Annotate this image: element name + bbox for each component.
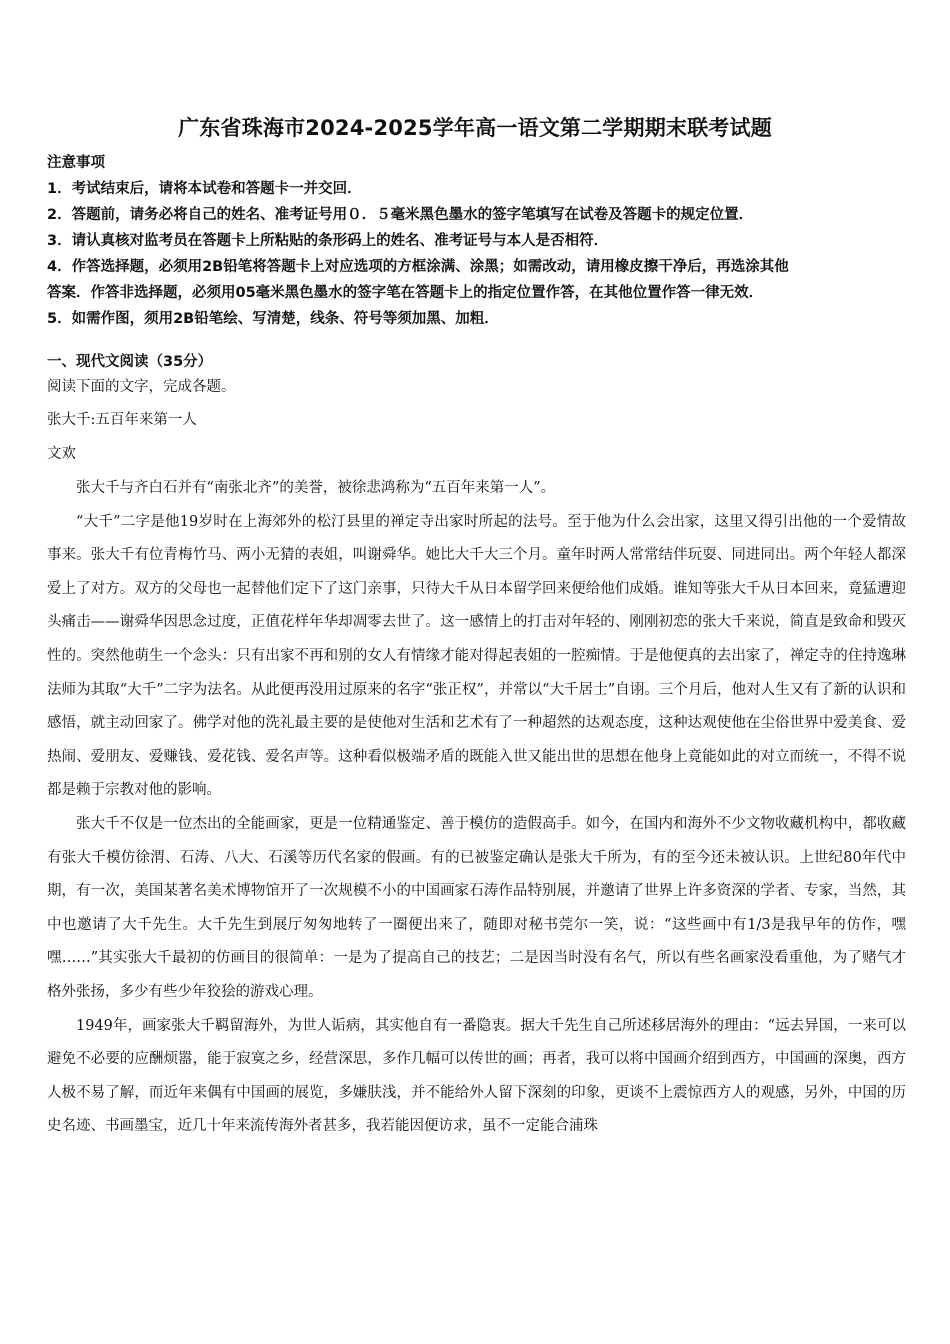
article-paragraph: 1949年，画家张大千羁留海外，为世人诟病，其实他自有一番隐衷。据大千先生自己所述移居海外的理由：“远去异国，一来可以避免不必要的应酬烦嚣，能于寂寞之乡，经营深思，多作几幅可以传世的画；再者，我可以将中国画介绍到西方，中国画的深奥，西方人极不易了解，而近年来偶有中国画的展览，多嫌肤浅，并不能给外人留下深刻的印象，更谈不上震惊西方人的观感，另外，中国的历史名迹、书画墨宝，近几十年来流传海外者甚多，我若能因便访求，虽不一定能合浦珠 — [47, 1017, 906, 1135]
exam-title: 广东省珠海市2024-2025学年高一语文第二学期期末联考试题 — [178, 116, 772, 140]
article-paragraph: 张大千不仅是一位杰出的全能画家，更是一位精通鉴定、善于模仿的造假高手。如今，在国内和海外不少文物收藏机构中，都收藏有张大千模仿徐渭、石涛、八大、石溪等历代名家的假画。有的已被鉴定确认是张大千所为，有的至今还未被认识。上世纪80年代中期，有一次，美国某著名美术博物馆开了一次规模不小的中国画家石涛作品特别展，并邀请了世界上许多资深的学者、专家，当然，其中也邀请了大千先生。大千先生到展厅匆匆地转了一圈便出来了，随即对秘书莞尔一笑，说：“这些画中有1/3是我早年的仿作，嘿嘿……”其实张大千最初的仿画目的很简单：一是为了提高自己的技艺；二是因当时没有名气，所以有些名画家没看重他，为了赌气才格外张扬，多少有些少年狡狯的游戏心理。 — [47, 815, 906, 1000]
article-author: 文欢 — [47, 446, 76, 462]
notice-item: 5．如需作图，须用2B铅笔绘、写清楚，线条、符号等须加黑、加粗． — [47, 311, 499, 327]
reading-instruction: 阅读下面的文字，完成各题。 — [47, 379, 236, 395]
notice-item: 3．请认真核对监考员在答题卡上所粘贴的条形码上的姓名、准考证号与本人是否相符． — [47, 233, 609, 249]
notice-heading: 注意事项 — [47, 155, 105, 171]
article-title: 张大千:五百年来第一人 — [47, 412, 197, 428]
section-heading: 一、现代文阅读（35分） — [47, 354, 213, 370]
notice-item: 答案．作答非选择题，必须用05毫米黑色墨水的签字笔在答题卡上的指定位置作答，在其他位置作答一律无效． — [47, 285, 764, 301]
article-paragraph: “大千”二字是他19岁时在上海郊外的松汀县里的禅定寺出家时所起的法号。至于他为什么会出家，这里又得引出他的一个爱情故事来。张大千有位青梅竹马、两小无猜的表姐，叫谢舜华。她比大千大三个月。童年时两人常常结伴玩耍、同进同出。两个年轻人都深爱上了对方。双方的父母也一起替他们定下了这门亲事，只待大千从日本留学回来便给他们成婚。谁知等张大千从日本回来，竟猛遭迎头痛击——谢舜华因思念过度，正值花样年华却凋零去世了。这一感情上的打击对年轻的、刚刚初恋的张大千来说，简直是致命和毁灭性的。突然他萌生一个念头：只有出家不再和别的女人有情缘才能对得起表姐的一腔痴情。于是他便真的去出家了，禅定寺的住持逸琳法师为其取“大千”二字为法名。从此便再没用过原来的名字“张正权”，并常以“大千居士”自诩。三个月后，他对人生又有了新的认识和感悟，就主动回家了。佛学对他的洗礼最主要的是使他对生活和艺术有了一种超然的达观态度，这种达观使他在尘俗世界中爱美食、爱热闹、爱朋友、爱赚钱、爱花钱、爱名声等。这种看似极端矛盾的既能入世又能出世的思想在他身上竟能如此的对立而统一，不得不说都是赖于宗教对他的影响。 — [47, 513, 906, 799]
notice-item: 4．作答选择题，必须用2B铅笔将答题卡上对应选项的方框涂满、涂黑；如需改动，请用橡皮擦干净后，再选涂其他 — [47, 259, 789, 275]
notice-block — [47, 150, 917, 332]
notice-item: 1．考试结束后，请将本试卷和答题卡一并交回． — [47, 181, 362, 197]
article-body — [47, 472, 906, 1144]
article-paragraph: 张大千与齐白石并有“南张北齐”的美誉，被徐悲鸿称为“五百年来第一人”。 — [76, 480, 556, 496]
notice-item: 2．答题前，请务必将自己的姓名、准考证号用０．５毫米黑色墨水的签字笔填写在试卷及答题卡的规定位置． — [47, 207, 754, 223]
